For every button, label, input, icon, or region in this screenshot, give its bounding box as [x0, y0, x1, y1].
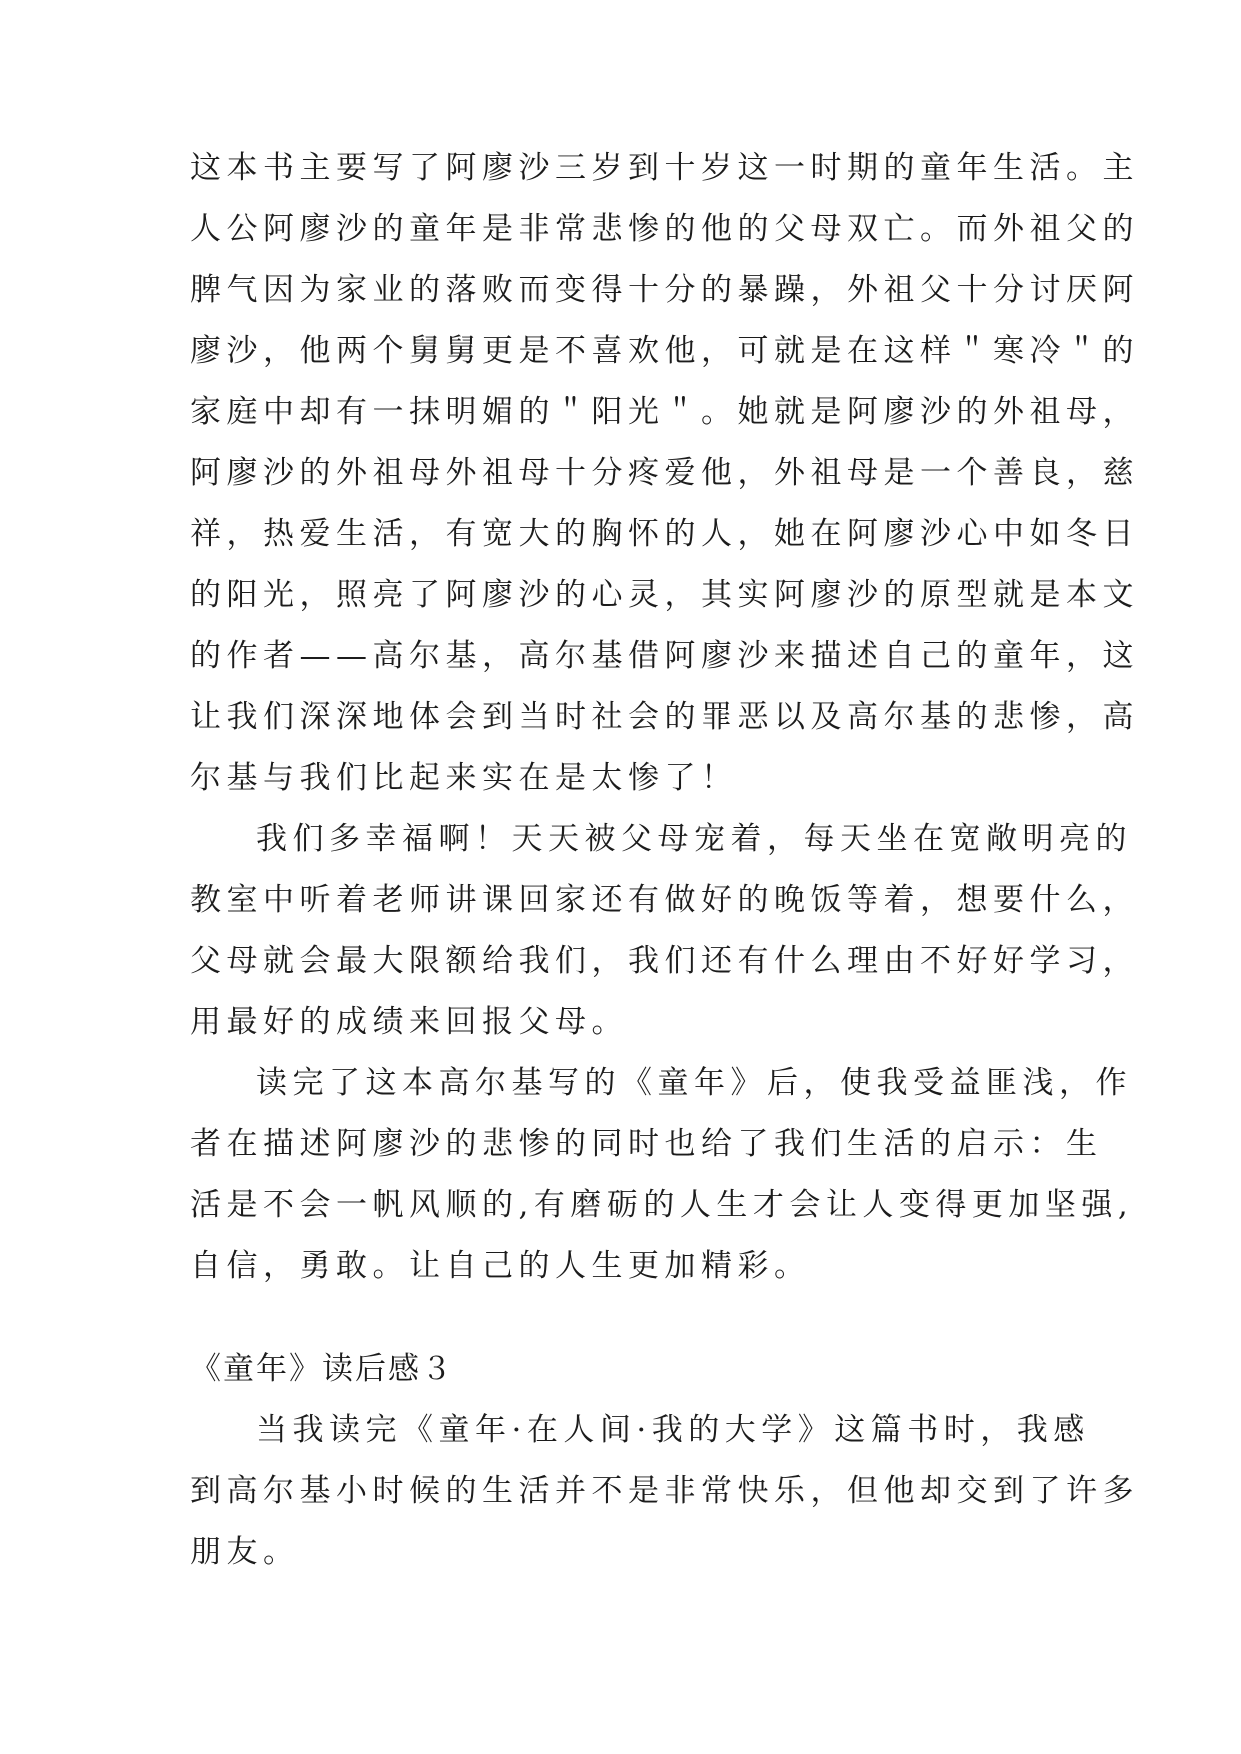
- text-line: 当我读完《童年·在人间·我的大学》这篇书时，我感: [256, 1412, 1090, 1448]
- text-line: 阿廖沙的外祖母外祖母十分疼爱他，外祖母是一个善良，慈: [190, 455, 1139, 491]
- text-line: 到高尔基小时候的生活并不是非常快乐，但他却交到了许多: [190, 1473, 1139, 1509]
- text-line: 自信，勇敢。让自己的人生更加精彩。: [190, 1248, 811, 1284]
- text-line: 教室中听着老师讲课回家还有做好的晚饭等着，想要什么，: [190, 882, 1139, 918]
- text-line: 我们多幸福啊！天天被父母宠着，每天坐在宽敞明亮的: [256, 821, 1132, 857]
- text-line: 人公阿廖沙的童年是非常悲惨的他的父母双亡。而外祖父的: [190, 211, 1139, 247]
- section-heading: 《童年》读后感３: [190, 1351, 454, 1387]
- text-line: 者在描述阿廖沙的悲惨的同时也给了我们生活的启示：生: [190, 1126, 1103, 1162]
- text-line: 这本书主要写了阿廖沙三岁到十岁这一时期的童年生活。主: [190, 150, 1139, 186]
- text-line: 脾气因为家业的落败而变得十分的暴躁，外祖父十分讨厌阿: [190, 272, 1139, 308]
- text-line: 用最好的成绩来回报父母。: [190, 1004, 628, 1040]
- text-line: 读完了这本高尔基写的《童年》后，使我受益匪浅，作: [256, 1065, 1132, 1101]
- text-line: 父母就会最大限额给我们，我们还有什么理由不好好学习，: [190, 943, 1139, 979]
- text-line: 活是不会一帆风顺的,有磨砺的人生才会让人变得更加坚强,: [190, 1187, 1134, 1223]
- text-line: 家庭中却有一抹明媚的＂阳光＂。她就是阿廖沙的外祖母，: [190, 394, 1139, 430]
- text-line: 让我们深深地体会到当时社会的罪恶以及高尔基的悲惨，高: [190, 699, 1139, 735]
- text-line: 廖沙，他两个舅舅更是不喜欢他，可就是在这样＂寒冷＂的: [190, 333, 1139, 369]
- text-line: 尔基与我们比起来实在是太惨了！: [190, 760, 738, 796]
- text-line: 的作者——高尔基，高尔基借阿廖沙来描述自己的童年，这: [190, 638, 1139, 674]
- text-line: 朋友。: [190, 1534, 300, 1570]
- text-line: 的阳光，照亮了阿廖沙的心灵，其实阿廖沙的原型就是本文: [190, 577, 1139, 613]
- text-line: 祥，热爱生活，有宽大的胸怀的人，她在阿廖沙心中如冬日: [190, 516, 1139, 552]
